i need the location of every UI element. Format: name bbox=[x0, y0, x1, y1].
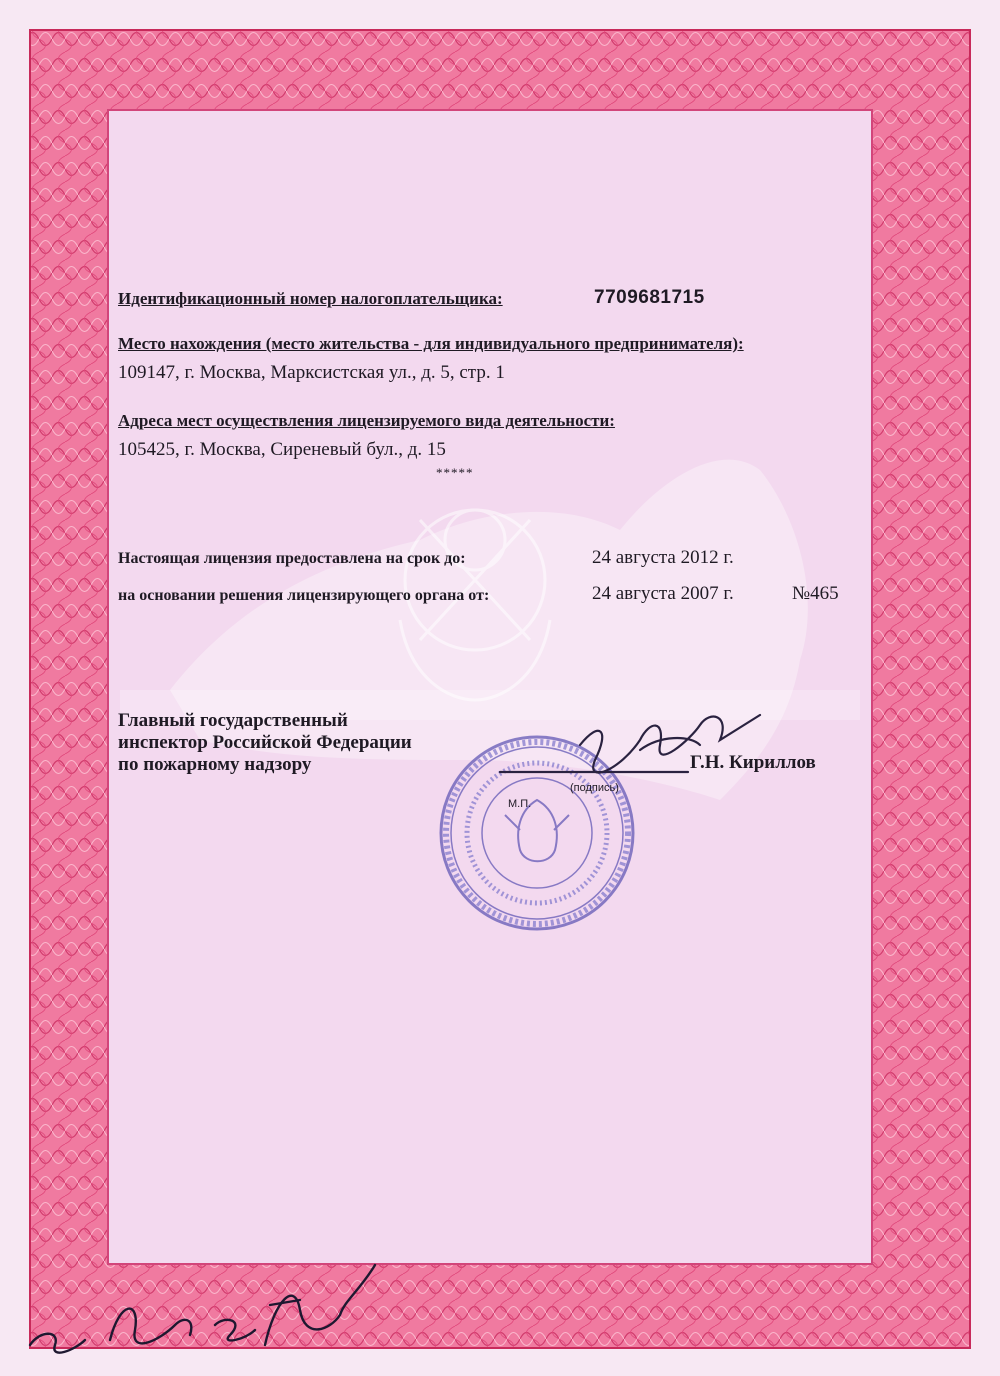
decision-date: 24 августа 2007 г. bbox=[592, 583, 734, 604]
activity-address-value: 105425, г. Москва, Сиреневый бул., д. 15 bbox=[118, 439, 446, 460]
stamp-caption: М.П. bbox=[508, 798, 532, 810]
inn-value: 7709681715 bbox=[594, 287, 705, 308]
signatory-title-line1: Главный государственный bbox=[118, 710, 348, 731]
activity-address-label: Адреса мест осуществления лицензируемого вида деятельности: bbox=[118, 411, 615, 430]
validity-label: Настоящая лицензия предоставлена на срок до: bbox=[118, 550, 466, 567]
inn-label: Идентификационный номер налогоплательщика: bbox=[118, 289, 503, 308]
decision-number: №465 bbox=[792, 583, 839, 604]
signatory-name: Г.Н. Кириллов bbox=[690, 752, 816, 773]
separator-stars: ***** bbox=[436, 465, 474, 480]
location-value: 109147, г. Москва, Марксистская ул., д. 5, стр. 1 bbox=[118, 362, 505, 383]
signatory-title-line2: инспектор Российской Федерации bbox=[118, 732, 412, 753]
location-label: Место нахождения (место жительства - для индивидуального предпринимателя): bbox=[118, 334, 744, 353]
decision-label: на основании решения лицензирующего органа от: bbox=[118, 587, 490, 604]
signature-caption: (подпись) bbox=[570, 782, 619, 794]
signatory-title-line3: по пожарному надзору bbox=[118, 754, 312, 775]
validity-date: 24 августа 2012 г. bbox=[592, 547, 734, 568]
